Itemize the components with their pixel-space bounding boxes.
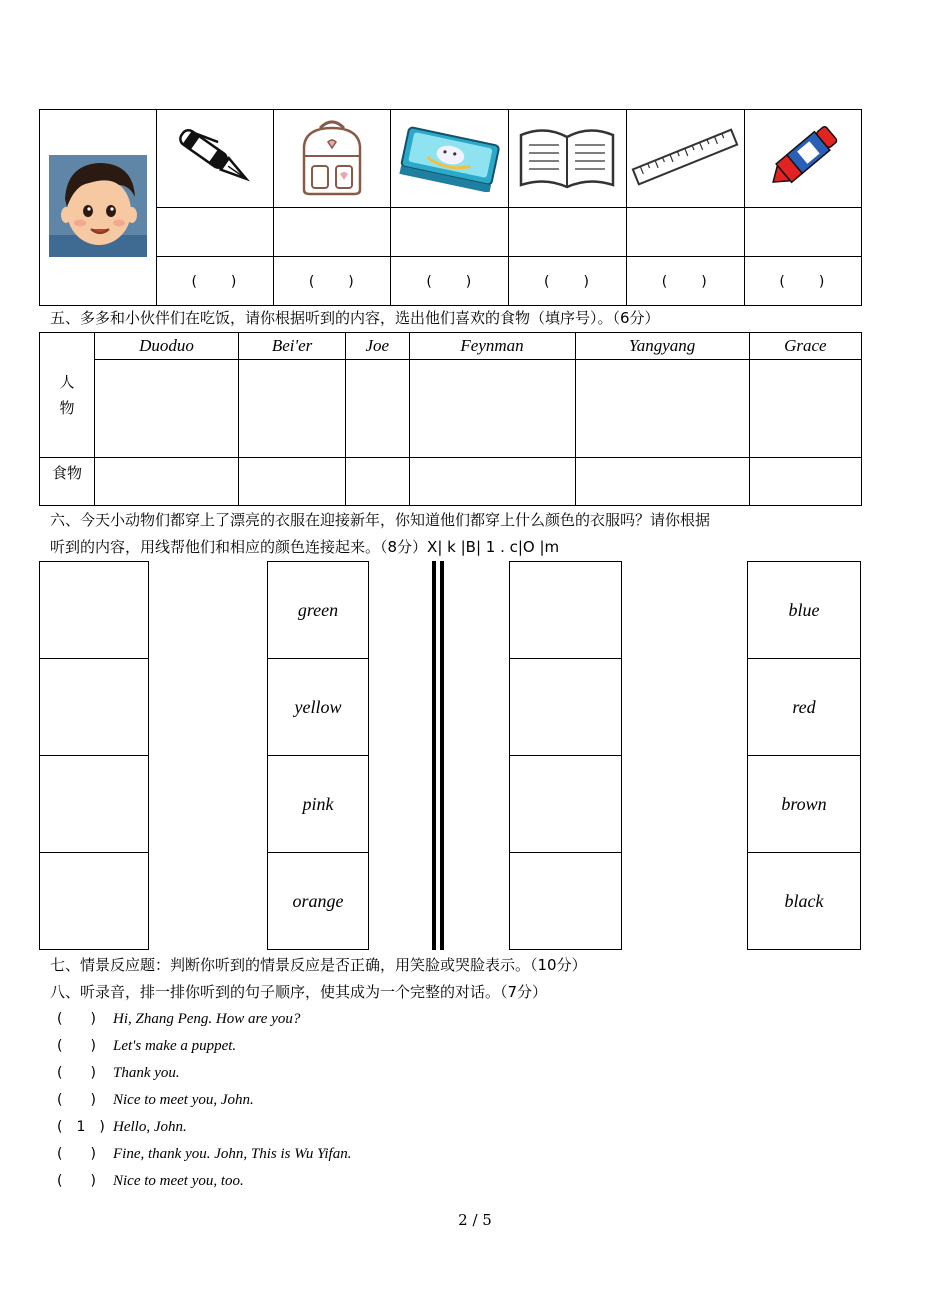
food-label: 食物 [51,464,82,482]
animal-picture-box[interactable] [40,853,149,950]
name-grace: Grace [749,333,861,360]
dialogue-sentence: Nice to meet you, John. [113,1092,254,1108]
animal-picture-box[interactable] [40,659,149,756]
dialogue-sentence: Hi, Zhang Peng. How are you? [113,1011,301,1027]
boy-avatar [49,155,147,257]
person-label: 人物 [59,373,75,417]
order-blank[interactable]: ( ) [57,1173,96,1189]
person-label-cell [40,333,95,458]
dialogue-sentence: Let's make a puppet. [113,1038,237,1054]
answer-blank[interactable]: ( ) [391,257,509,306]
name-joe: Joe [346,333,410,360]
order-blank[interactable]: ( ) [57,1146,96,1162]
divider-line [440,561,444,950]
ruler-picture-cell [626,110,744,208]
dialogue-sentence: Hello, John. [113,1119,187,1135]
animal-picture-box[interactable] [40,562,149,659]
order-blank[interactable]: ( ) [57,1065,96,1081]
color-orange[interactable]: orange [268,853,369,950]
color-blue[interactable]: blue [748,562,861,659]
answer-blank[interactable]: ( ) [274,257,391,306]
schoolbag-picture-cell [274,110,391,208]
crayon-icon [762,119,844,195]
person-picture-cell [239,360,346,458]
schoolbag-icon [292,116,372,198]
color-yellow[interactable]: yellow [268,659,369,756]
food-table [39,332,862,506]
section6-title-line2: 听到的内容，用线帮他们和相应的颜色连接起来。（8分）X| k |B| 1 . c|O |m [50,538,560,556]
answer-blank[interactable]: ( ) [509,257,627,306]
page-number: 2 / 5 [458,1211,492,1229]
animal-picture-box[interactable] [510,853,622,950]
answer-blank[interactable]: ( ) [156,257,274,306]
dialogue-row [57,1035,236,1055]
right-color-column [747,561,861,950]
left-color-column [267,561,369,950]
person-picture-cell [346,360,410,458]
dialogue-sentence: Fine, thank you. John, This is Wu Yifan. [113,1146,352,1162]
order-blank[interactable]: ( 1 ) [57,1119,105,1135]
color-black[interactable]: black [748,853,861,950]
boy-avatar-cell [40,110,157,306]
book-picture-cell [509,110,627,208]
word-blank-cell[interactable] [626,208,744,257]
animal-picture-box[interactable] [510,756,622,853]
open-book-icon [517,121,617,193]
word-blank-cell[interactable] [156,208,274,257]
section8-title: 八、听录音，排一排你听到的句子顺序，使其成为一个完整的对话。（7分） [50,983,548,1001]
word-blank-cell[interactable] [274,208,391,257]
dialogue-sentence: Thank you. [113,1065,180,1081]
animal-picture-box[interactable] [510,659,622,756]
left-animal-column [39,561,149,950]
word-blank-cell[interactable] [391,208,509,257]
order-blank[interactable]: ( ) [57,1011,96,1027]
animal-picture-box[interactable] [40,756,149,853]
food-answer-cell[interactable] [409,458,575,506]
dialogue-row [57,1143,351,1163]
dialogue-row [57,1062,180,1082]
section5-title: 五、多多和小伙伴们在吃饭，请你根据听到的内容，选出他们喜欢的食物（填序号）。（6分） [50,309,660,327]
answer-blank[interactable]: ( ) [626,257,744,306]
word-blank-cell[interactable] [744,208,861,257]
dialogue-row [57,1170,244,1190]
color-red[interactable]: red [748,659,861,756]
fountain-pen-icon [167,117,263,197]
pencil-box-icon [398,122,502,192]
section7-title: 七、情景反应题：判断你听到的情景反应是否正确，用笑脸或哭脸表示。（10分） [50,956,587,974]
animal-picture-box[interactable] [510,562,622,659]
pen-picture-cell [156,110,274,208]
food-answer-cell[interactable] [346,458,410,506]
word-blank-cell[interactable] [509,208,627,257]
ruler-icon [630,127,740,187]
food-answer-cell[interactable] [749,458,861,506]
food-answer-cell[interactable] [95,458,239,506]
dialogue-row [57,1116,187,1136]
name-beier: Bei'er [239,333,346,360]
dialogue-row [57,1089,254,1109]
person-picture-cell [749,360,861,458]
order-blank[interactable]: ( ) [57,1038,96,1054]
name-feynman: Feynman [409,333,575,360]
food-answer-cell[interactable] [575,458,749,506]
crayon-picture-cell [744,110,861,208]
dialogue-sentence: Nice to meet you, too. [113,1173,244,1189]
person-picture-cell [95,360,239,458]
person-picture-cell [409,360,575,458]
right-animal-column [509,561,622,950]
name-yangyang: Yangyang [575,333,749,360]
pencil-box-picture-cell [391,110,509,208]
dialogue-row [57,1008,300,1028]
color-pink[interactable]: pink [268,756,369,853]
section6-title-line1: 六、今天小动物们都穿上了漂亮的衣服在迎接新年，你知道他们都穿上什么颜色的衣服吗？请你根据 [50,511,711,529]
person-picture-cell [575,360,749,458]
order-blank[interactable]: ( ) [57,1092,96,1108]
food-label-cell [40,458,95,506]
divider-line [432,561,436,950]
color-brown[interactable]: brown [748,756,861,853]
food-answer-cell[interactable] [239,458,346,506]
answer-blank[interactable]: ( ) [744,257,861,306]
color-green[interactable]: green [268,562,369,659]
name-duoduo: Duoduo [95,333,239,360]
school-things-table [39,109,862,306]
